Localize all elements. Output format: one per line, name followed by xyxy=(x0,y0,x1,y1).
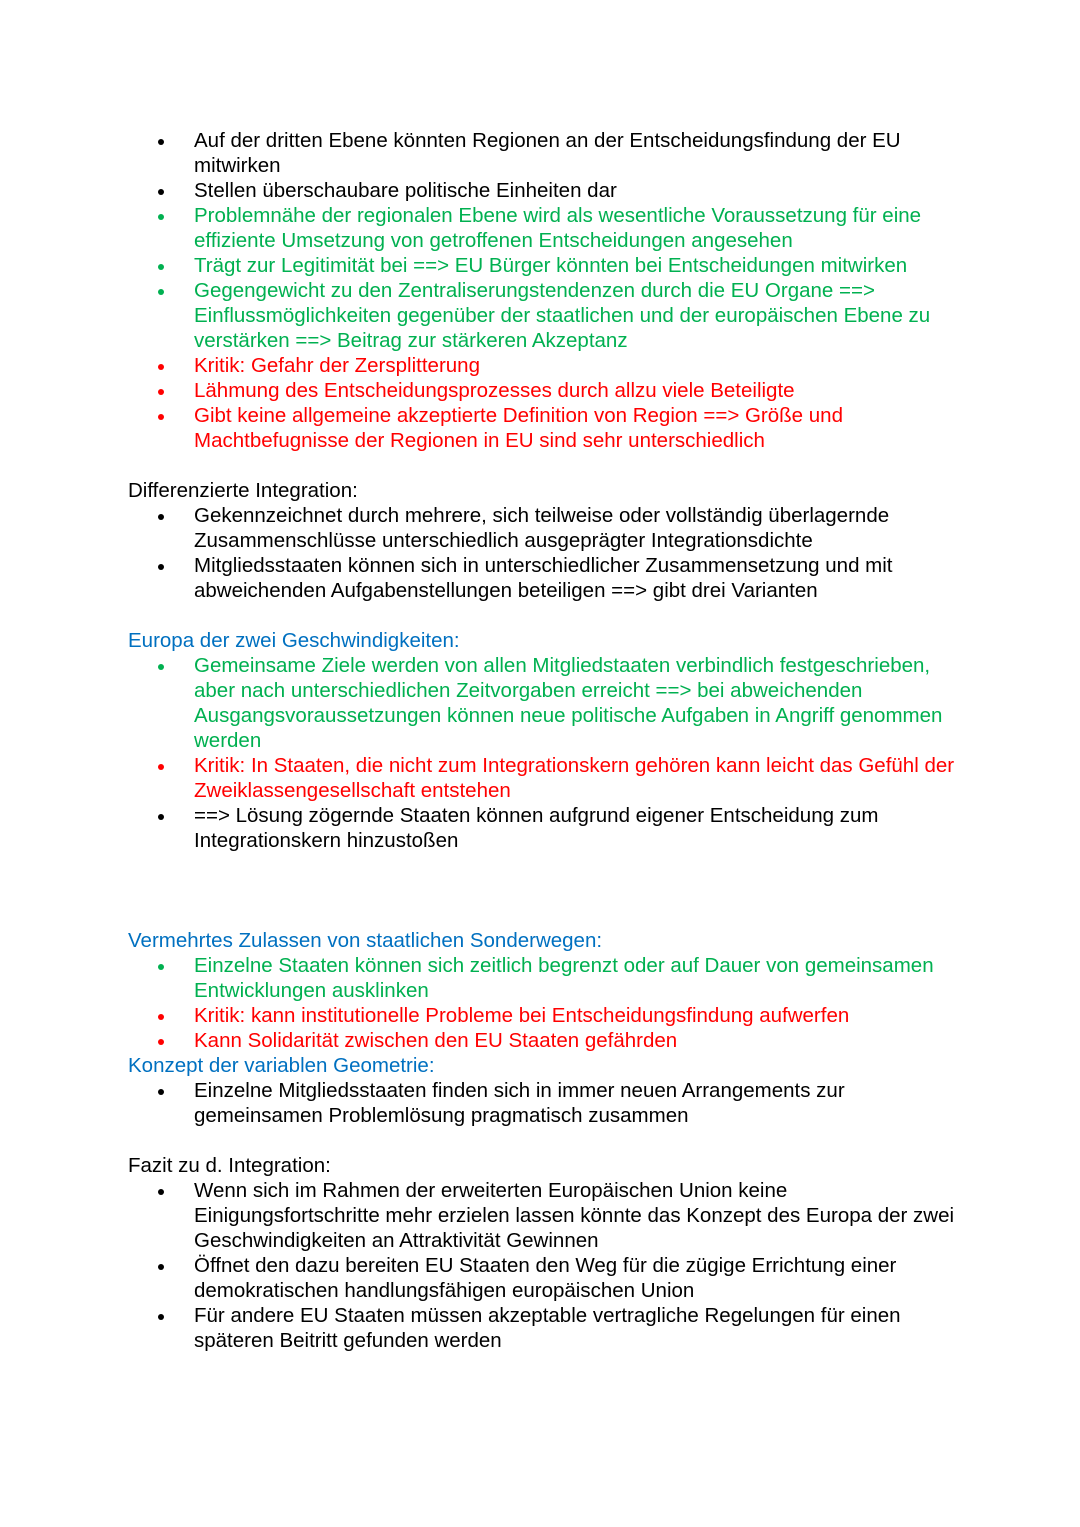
bullet-list xyxy=(128,503,960,603)
spacer xyxy=(128,603,960,628)
spacer xyxy=(128,853,960,928)
bullet-dot-icon xyxy=(158,564,164,570)
list-item xyxy=(194,1003,960,1028)
bullet-dot-icon xyxy=(158,189,164,195)
list-item xyxy=(194,378,960,403)
bullet-dot-icon xyxy=(158,1089,164,1095)
bullet-text: Kritik: Gefahr der Zersplitterung xyxy=(194,354,480,377)
list-item xyxy=(194,253,960,278)
bullet-list xyxy=(128,653,960,853)
bullet-text: Problemnähe der regionalen Ebene wird als wesentliche Voraussetzung für eine effiziente Umsetzung von getroffenen Entscheidungen angesehen xyxy=(194,204,922,252)
bullet-text: Gibt keine allgemeine akzeptierte Definition von Region ==> Größe und Machtbefugnisse der Regionen in EU sind sehr unterschiedlich xyxy=(194,404,843,452)
bullet-text: Gemeinsame Ziele werden von allen Mitgliedstaaten verbindlich festgeschrieben, aber nach unterschiedlichen Zeitvorgaben erreicht ==> bei abweichenden Ausgangsvoraussetzungen können neue politische Aufgaben in Angriff genommen werden xyxy=(194,654,943,752)
list-item xyxy=(194,503,960,553)
bullet-dot-icon xyxy=(158,389,164,395)
bullet-text: Kritik: In Staaten, die nicht zum Integrationskern gehören kann leicht das Gefühl der Zweiklassengesellschaft entstehen xyxy=(194,754,955,802)
bullet-dot-icon xyxy=(158,664,164,670)
section-sonderwege xyxy=(128,928,960,1053)
bullet-text: Lähmung des Entscheidungsprozesses durch allzu viele Beteiligte xyxy=(194,379,795,402)
list-item xyxy=(194,203,960,253)
section-heading: Europa der zwei Geschwindigkeiten: xyxy=(128,629,460,652)
list-item xyxy=(194,1028,960,1053)
list-item xyxy=(194,653,960,753)
list-item xyxy=(194,128,960,178)
section-heading: Differenzierte Integration: xyxy=(128,479,358,502)
bullet-dot-icon xyxy=(158,814,164,820)
list-item xyxy=(194,353,960,378)
list-item xyxy=(194,753,960,803)
bullet-text: Auf der dritten Ebene könnten Regionen an der Entscheidungsfindung der EU mitwirken xyxy=(194,129,901,177)
bullet-dot-icon xyxy=(158,414,164,420)
section-fazit xyxy=(128,1153,960,1353)
bullet-dot-icon xyxy=(158,214,164,220)
list-item xyxy=(194,178,960,203)
bullet-text: Kritik: kann institutionelle Probleme bei Entscheidungsfindung aufwerfen xyxy=(194,1004,850,1027)
bullet-list xyxy=(128,953,960,1053)
bullet-dot-icon xyxy=(158,764,164,770)
spacer xyxy=(128,453,960,478)
bullet-dot-icon xyxy=(158,289,164,295)
section-variable-geometrie xyxy=(128,1053,960,1128)
bullet-dot-icon xyxy=(158,1314,164,1320)
list-item xyxy=(194,403,960,453)
bullet-dot-icon xyxy=(158,364,164,370)
bullet-text: Gegengewicht zu den Zentraliserungstendenzen durch die EU Organe ==> Einflussmöglichkeiten gegenüber der staatlichen und der europäischen Ebene zu verstärken ==> Beitrag zur stärkeren Akzeptanz xyxy=(194,279,931,352)
list-item xyxy=(194,1253,960,1303)
section-differenzierte-integration xyxy=(128,478,960,603)
list-item xyxy=(194,1078,960,1128)
list-item xyxy=(194,1303,960,1353)
bullet-text: Mitgliedsstaaten können sich in unterschiedlicher Zusammensetzung und mit abweichenden Aufgabenstellungen beteiligen ==> gibt drei Varianten xyxy=(194,554,893,602)
bullet-dot-icon xyxy=(158,139,164,145)
list-item xyxy=(194,278,960,353)
bullet-list xyxy=(128,128,960,453)
section-heading: Vermehrtes Zulassen von staatlichen Sonderwegen: xyxy=(128,929,603,952)
bullet-dot-icon xyxy=(158,264,164,270)
bullet-list xyxy=(128,1178,960,1353)
section-heading: Fazit zu d. Integration: xyxy=(128,1154,331,1177)
bullet-text: Trägt zur Legitimität bei ==> EU Bürger könnten bei Entscheidungen mitwirken xyxy=(194,254,908,277)
section-heading: Konzept der variablen Geometrie: xyxy=(128,1054,435,1077)
list-item xyxy=(194,1178,960,1253)
bullet-text: Kann Solidarität zwischen den EU Staaten gefährden xyxy=(194,1029,678,1052)
bullet-dot-icon xyxy=(158,1014,164,1020)
bullet-text: ==> Lösung zögernde Staaten können aufgrund eigener Entscheidung zum Integrationskern hinzustoßen xyxy=(194,804,879,852)
bullet-text: Einzelne Staaten können sich zeitlich begrenzt oder auf Dauer von gemeinsamen Entwicklungen ausklinken xyxy=(194,954,934,1002)
bullet-list xyxy=(128,1078,960,1128)
bullet-dot-icon xyxy=(158,1264,164,1270)
list-item xyxy=(194,953,960,1003)
section-regionen xyxy=(128,128,960,453)
bullet-dot-icon xyxy=(158,1189,164,1195)
spacer xyxy=(128,1128,960,1153)
bullet-text: Wenn sich im Rahmen der erweiterten Europäischen Union keine Einigungsfortschritte mehr erzielen lassen könnte das Konzept des Europa der zwei Geschwindigkeiten an Attraktivität Gewinnen xyxy=(194,1179,955,1252)
bullet-text: Für andere EU Staaten müssen akzeptable vertragliche Regelungen für einen späteren Beitritt gefunden werden xyxy=(194,1304,901,1352)
bullet-dot-icon xyxy=(158,964,164,970)
bullet-text: Stellen überschaubare politische Einheiten dar xyxy=(194,179,617,202)
bullet-dot-icon xyxy=(158,1039,164,1045)
section-zwei-geschwindigkeiten xyxy=(128,628,960,853)
list-item xyxy=(194,803,960,853)
list-item xyxy=(194,553,960,603)
bullet-dot-icon xyxy=(158,514,164,520)
bullet-text: Einzelne Mitgliedsstaaten finden sich in immer neuen Arrangements zur gemeinsamen Problemlösung pragmatisch zusammen xyxy=(194,1079,845,1127)
bullet-text: Öffnet den dazu bereiten EU Staaten den Weg für die zügige Errichtung einer demokratischen handlungsfähigen europäischen Union xyxy=(194,1254,897,1302)
bullet-text: Gekennzeichnet durch mehrere, sich teilweise oder vollständig überlagernde Zusammenschlüsse unterschiedlich ausgeprägter Integrationsdichte xyxy=(194,504,890,552)
